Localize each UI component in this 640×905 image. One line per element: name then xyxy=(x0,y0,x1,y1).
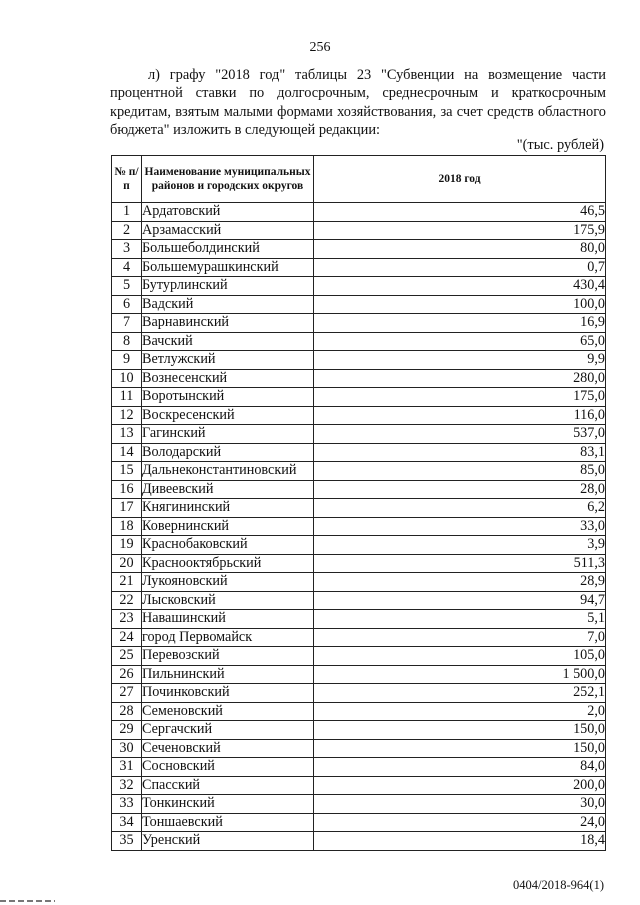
table-row xyxy=(112,628,606,647)
subsidy-value: 30,0 xyxy=(314,795,606,814)
table-row xyxy=(112,462,606,481)
municipality-name: Гагинский xyxy=(142,425,314,444)
table-row xyxy=(112,480,606,499)
row-number: 25 xyxy=(112,647,142,666)
subsidy-value: 430,4 xyxy=(314,277,606,296)
row-number: 11 xyxy=(112,388,142,407)
subsidy-value: 537,0 xyxy=(314,425,606,444)
row-number: 3 xyxy=(112,240,142,259)
row-number: 2 xyxy=(112,221,142,240)
municipality-name: Спасский xyxy=(142,776,314,795)
table-row xyxy=(112,536,606,555)
municipality-name: Ковернинский xyxy=(142,517,314,536)
subsidy-value: 3,9 xyxy=(314,536,606,555)
municipality-name: Семеновский xyxy=(142,702,314,721)
subsidy-value: 200,0 xyxy=(314,776,606,795)
table-row xyxy=(112,369,606,388)
subsidy-value: 0,7 xyxy=(314,258,606,277)
subsidy-table xyxy=(111,155,606,851)
header-number: № п/п xyxy=(112,156,142,203)
municipality-name: Большемурашкинский xyxy=(142,258,314,277)
municipality-name: Княгининский xyxy=(142,499,314,518)
table-row xyxy=(112,684,606,703)
row-number: 22 xyxy=(112,591,142,610)
row-number: 18 xyxy=(112,517,142,536)
table-row xyxy=(112,388,606,407)
subsidy-value: 175,9 xyxy=(314,221,606,240)
subsidy-value: 150,0 xyxy=(314,721,606,740)
table-row xyxy=(112,425,606,444)
subsidy-value: 105,0 xyxy=(314,647,606,666)
subsidy-value: 7,0 xyxy=(314,628,606,647)
subsidy-value: 84,0 xyxy=(314,758,606,777)
row-number: 33 xyxy=(112,795,142,814)
municipality-name: Тоншаевский xyxy=(142,813,314,832)
row-number: 19 xyxy=(112,536,142,555)
table-row xyxy=(112,776,606,795)
municipality-name: Тонкинский xyxy=(142,795,314,814)
table-row xyxy=(112,295,606,314)
table-row xyxy=(112,702,606,721)
subsidy-value: 24,0 xyxy=(314,813,606,832)
row-number: 20 xyxy=(112,554,142,573)
subsidy-value: 65,0 xyxy=(314,332,606,351)
municipality-name: Вачский xyxy=(142,332,314,351)
row-number: 21 xyxy=(112,573,142,592)
table-row xyxy=(112,610,606,629)
row-number: 24 xyxy=(112,628,142,647)
table-row xyxy=(112,739,606,758)
municipality-name: Володарский xyxy=(142,443,314,462)
table-row xyxy=(112,573,606,592)
subsidy-value: 511,3 xyxy=(314,554,606,573)
municipality-name: Лукояновский xyxy=(142,573,314,592)
subsidy-value: 150,0 xyxy=(314,739,606,758)
subsidy-value: 5,1 xyxy=(314,610,606,629)
page-number: 256 xyxy=(309,40,331,55)
table-row xyxy=(112,832,606,851)
table-row xyxy=(112,351,606,370)
table-row xyxy=(112,758,606,777)
municipality-name: Арзамасский xyxy=(142,221,314,240)
intro-paragraph xyxy=(110,66,606,140)
subsidy-value: 2,0 xyxy=(314,702,606,721)
subsidy-value: 252,1 xyxy=(314,684,606,703)
table-row xyxy=(112,647,606,666)
subsidy-value: 1 500,0 xyxy=(314,665,606,684)
row-number: 28 xyxy=(112,702,142,721)
subsidy-value: 9,9 xyxy=(314,351,606,370)
subsidy-value: 175,0 xyxy=(314,388,606,407)
subsidy-value: 100,0 xyxy=(314,295,606,314)
municipality-name: город Первомайск xyxy=(142,628,314,647)
subsidy-value: 116,0 xyxy=(314,406,606,425)
municipality-name: Сосновский xyxy=(142,758,314,777)
header-value: 2018 год xyxy=(314,156,606,203)
table-header-row xyxy=(112,156,606,203)
row-number: 29 xyxy=(112,721,142,740)
table-row xyxy=(112,499,606,518)
municipality-name: Воскресенский xyxy=(142,406,314,425)
municipality-name: Навашинский xyxy=(142,610,314,629)
subsidy-value: 46,5 xyxy=(314,203,606,222)
table-row xyxy=(112,406,606,425)
subsidy-value: 18,4 xyxy=(314,832,606,851)
row-number: 34 xyxy=(112,813,142,832)
table-row xyxy=(112,517,606,536)
row-number: 6 xyxy=(112,295,142,314)
table-body xyxy=(112,203,606,851)
table-row xyxy=(112,721,606,740)
row-number: 14 xyxy=(112,443,142,462)
table-row xyxy=(112,258,606,277)
municipality-name: Уренский xyxy=(142,832,314,851)
municipality-name: Дивеевский xyxy=(142,480,314,499)
table-row xyxy=(112,221,606,240)
subsidy-value: 80,0 xyxy=(314,240,606,259)
municipality-name: Лысковский xyxy=(142,591,314,610)
row-number: 17 xyxy=(112,499,142,518)
municipality-name: Вадский xyxy=(142,295,314,314)
row-number: 15 xyxy=(112,462,142,481)
row-number: 35 xyxy=(112,832,142,851)
table-row xyxy=(112,332,606,351)
subsidy-value: 16,9 xyxy=(314,314,606,333)
municipality-name: Ветлужский xyxy=(142,351,314,370)
table-row xyxy=(112,203,606,222)
municipality-name: Пильнинский xyxy=(142,665,314,684)
document-code: 0404/2018-964(1) xyxy=(513,878,604,892)
row-number: 12 xyxy=(112,406,142,425)
row-number: 10 xyxy=(112,369,142,388)
municipality-name: Дальнеконстантиновский xyxy=(142,462,314,481)
table-row xyxy=(112,665,606,684)
municipality-name: Сергачский xyxy=(142,721,314,740)
row-number: 9 xyxy=(112,351,142,370)
municipality-name: Воротынский xyxy=(142,388,314,407)
municipality-name: Сеченовский xyxy=(142,739,314,758)
municipality-name: Краснооктябрьский xyxy=(142,554,314,573)
subsidy-value: 28,0 xyxy=(314,480,606,499)
municipality-name: Краснобаковский xyxy=(142,536,314,555)
table-row xyxy=(112,240,606,259)
row-number: 4 xyxy=(112,258,142,277)
table-row xyxy=(112,554,606,573)
municipality-name: Бутурлинский xyxy=(142,277,314,296)
row-number: 31 xyxy=(112,758,142,777)
municipality-name: Большеболдинский xyxy=(142,240,314,259)
municipality-name: Ардатовский xyxy=(142,203,314,222)
scan-margin-mark xyxy=(0,900,55,902)
row-number: 5 xyxy=(112,277,142,296)
subsidy-value: 280,0 xyxy=(314,369,606,388)
intro-text: л) графу "2018 год" таблицы 23 "Субвенции на возмещение части процентной ставки по долгосрочным, среднесрочным и краткосрочным кредитам, взятым малыми формами хозяйствования, за счет средств областного бюджета" изложить в следующей редакции: xyxy=(110,67,606,139)
table-row xyxy=(112,443,606,462)
table-row xyxy=(112,591,606,610)
row-number: 16 xyxy=(112,480,142,499)
municipality-name: Варнавинский xyxy=(142,314,314,333)
subsidy-value: 94,7 xyxy=(314,591,606,610)
header-name: Наименование муниципальных районов и городских округов xyxy=(142,156,314,203)
table-row xyxy=(112,813,606,832)
row-number: 7 xyxy=(112,314,142,333)
row-number: 13 xyxy=(112,425,142,444)
unit-note: "(тыс. рублей) xyxy=(516,137,604,153)
row-number: 32 xyxy=(112,776,142,795)
row-number: 23 xyxy=(112,610,142,629)
subsidy-value: 85,0 xyxy=(314,462,606,481)
subsidy-value: 6,2 xyxy=(314,499,606,518)
row-number: 30 xyxy=(112,739,142,758)
table-row xyxy=(112,314,606,333)
row-number: 26 xyxy=(112,665,142,684)
municipality-name: Перевозский xyxy=(142,647,314,666)
subsidy-value: 33,0 xyxy=(314,517,606,536)
municipality-name: Починковский xyxy=(142,684,314,703)
subsidy-value: 83,1 xyxy=(314,443,606,462)
row-number: 1 xyxy=(112,203,142,222)
table-row xyxy=(112,795,606,814)
row-number: 8 xyxy=(112,332,142,351)
table-row xyxy=(112,277,606,296)
municipality-name: Вознесенский xyxy=(142,369,314,388)
row-number: 27 xyxy=(112,684,142,703)
subsidy-value: 28,9 xyxy=(314,573,606,592)
